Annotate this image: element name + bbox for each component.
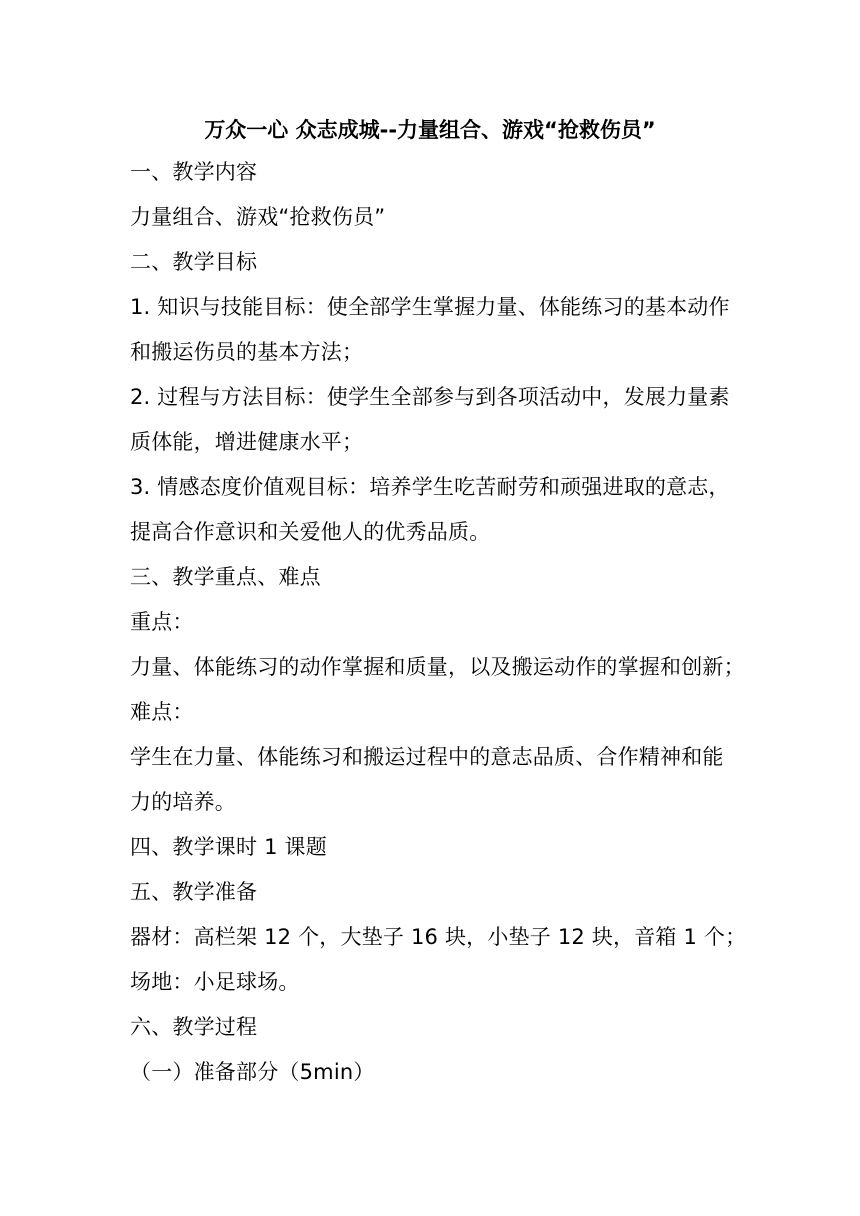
paragraph-line: 场地：小足球场。 <box>130 970 300 994</box>
section-heading-hours: 四、教学课时 1 课题 <box>130 835 327 859</box>
paragraph-line: 重点： <box>130 610 194 634</box>
paragraph-line: 质体能，增进健康水平； <box>130 430 364 454</box>
paragraph-line: 和搬运伤员的基本方法； <box>130 340 364 364</box>
section-heading-key-points: 三、教学重点、难点 <box>130 565 321 589</box>
paragraph-line: 力量、体能练习的动作掌握和质量，以及搬运动作的掌握和创新； <box>130 655 745 679</box>
paragraph-line: 提高合作意识和关爱他人的优秀品质。 <box>130 520 491 544</box>
paragraph-line: 3. 情感态度价值观目标：培养学生吃苦耐劳和顽强进取的意志， <box>130 475 730 499</box>
document-title: 万众一心 众志成城--力量组合、游戏“抢救伤员” <box>204 118 656 142</box>
paragraph-line: 1. 知识与技能目标：使全部学生掌握力量、体能练习的基本动作 <box>130 295 730 319</box>
section-heading-content: 一、教学内容 <box>130 160 258 184</box>
paragraph-line: 力的培养。 <box>130 790 236 814</box>
section-heading-objectives: 二、教学目标 <box>130 250 258 274</box>
paragraph-line: 难点： <box>130 700 194 724</box>
subsection-heading: （一）准备部分（5min） <box>130 1060 375 1084</box>
section-heading-process: 六、教学过程 <box>130 1015 258 1039</box>
paragraph-line: 2. 过程与方法目标：使学生全部参与到各项活动中，发展力量素 <box>130 385 730 409</box>
section-heading-preparation: 五、教学准备 <box>130 880 258 904</box>
paragraph-line: 学生在力量、体能练习和搬运过程中的意志品质、合作精神和能 <box>130 745 724 769</box>
paragraph-line: 器材：高栏架 12 个，大垫子 16 块，小垫子 12 块，音箱 1 个； <box>130 925 747 949</box>
paragraph-line: 力量组合、游戏“抢救伤员” <box>130 205 386 229</box>
